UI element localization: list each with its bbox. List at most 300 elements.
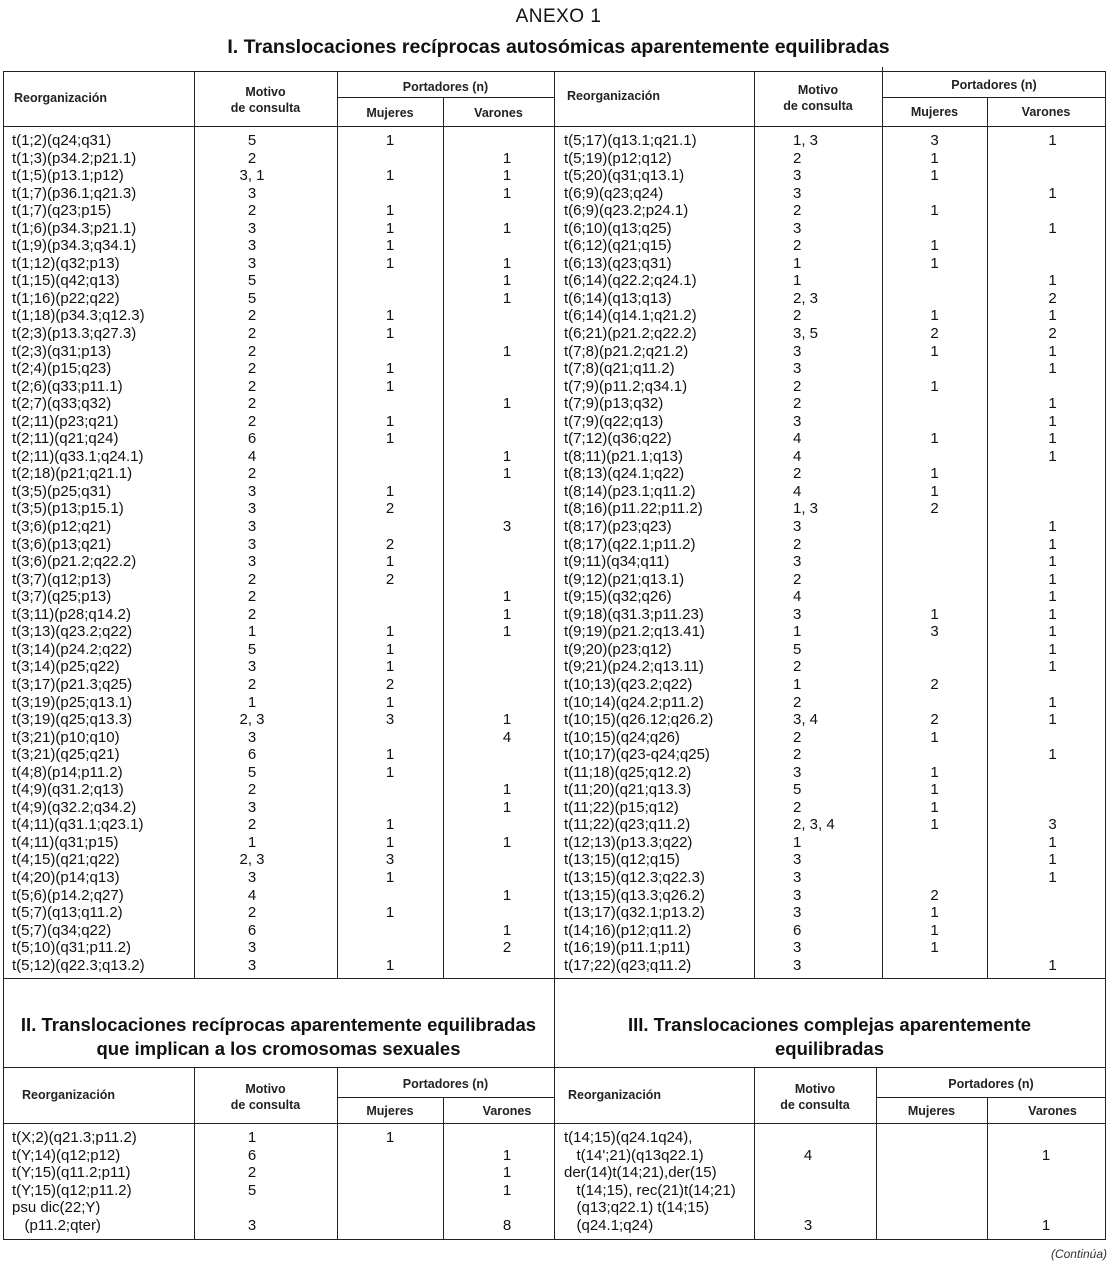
table-cell: 3 [1048,816,1057,834]
table-cell: 1 [385,202,395,220]
section3-varones-column [987,1129,1105,1235]
section3-numeral: III. [627,1014,649,1035]
table-cell: 3 [247,798,257,816]
table-cell [443,694,571,712]
table-cell: 1 [930,763,939,781]
table-cell: t(1;9)(p34.3;q34.1) [12,237,137,255]
table-cell: 1 [930,342,939,360]
section2-numeral: II. [20,1014,37,1035]
table-cell: t(16;19)(p11.1;p11) [564,939,691,957]
table-cell: 2 [247,675,257,693]
table-cell: t(1;16)(p22;q22) [12,289,120,307]
table-cell: t(8;13)(q24.1;q22) [564,465,685,483]
table-cell: 1 [793,254,802,272]
table-cell [882,220,987,238]
table-cell: 2 [793,728,802,746]
table-cell: 1 [1048,588,1057,606]
table-cell: t(6;21)(p21.2;q22.2) [564,325,697,343]
table-cell [754,1129,862,1147]
header-reorganizacion: Reorganización [568,1088,662,1102]
table-cell: t(1;7)(q23;p15) [12,202,112,220]
header-motivo-line1: Motivo [245,85,286,99]
table-cell: t(14;16)(p12;q11.2) [564,921,692,939]
table-cell: 1 [385,360,395,378]
header-mujeres: Mujeres [907,1104,956,1118]
table-cell: (q24.1;q24) [564,1216,654,1234]
table-cell [337,448,443,466]
table-cell: 6 [247,921,257,939]
table-cell: 2 [793,798,802,816]
table-cell: 1 [930,149,939,167]
table-cell: 1 [930,798,939,816]
table-cell: 1 [502,1164,512,1182]
table-cell: t(11;20)(q21;q13.3) [564,781,692,799]
table-cell: 3 [247,956,257,974]
table-cell: t(9;20)(p23;q12) [564,640,672,658]
table-cell [337,887,443,905]
section3-title-line1-text: Translocaciones complejas aparentemente [653,1014,1032,1035]
table-cell: t(10;15)(q26.12;q26.2) [564,711,714,729]
table-cell: 1 [930,202,939,220]
table-cell [443,764,571,782]
table-cell [443,483,571,501]
section2-title-line1-text: Translocaciones recíprocas aparentemente equilibradas [41,1014,537,1035]
table-cell [876,1147,987,1165]
table-cell: 2 [930,711,939,729]
table-cell: t(2;4)(p15;q23) [12,360,112,378]
table-cell: 1 [1048,395,1057,413]
table-cell: t(1;7)(p36.1;q21.3) [12,184,137,202]
table-cell: 1 [1048,640,1057,658]
table-cell: 2 [385,535,395,553]
table-cell: 1 [1048,219,1057,237]
table-cell: t(6;14)(q14.1;q21.2) [564,307,697,325]
section3-title-line1 [554,1013,1105,1037]
table-cell: 1 [385,430,395,448]
table-cell: t(Y;15)(q11.2;p11) [12,1164,131,1182]
table-cell: t(1;2)(q24;q31) [12,132,112,149]
table-cell [337,465,443,483]
table-cell [754,1182,862,1200]
table-cell: 4 [793,482,802,500]
table-cell: 3 [247,237,257,255]
table-cell: 1 [385,1129,395,1146]
table-cell: 3 [803,1216,813,1234]
table-cell: 1 [1048,360,1057,378]
table-cell [337,395,443,413]
table-cell: 4 [247,886,257,904]
table-cell [987,729,1117,747]
table-cell: 1 [502,1181,512,1199]
table-cell: 2 [1048,325,1057,343]
header-portadores: Portadores (n) [402,1077,489,1091]
table-cell: t(3;21)(q25;q21) [12,746,120,764]
table-cell [443,676,571,694]
table-cell [876,1182,987,1200]
section1-left-varones-column [443,132,571,974]
table-cell [882,290,987,308]
table-cell [443,237,571,255]
table-cell [337,799,443,817]
table-cell: t(8;16)(p11.22;p11.2) [564,500,703,518]
table-cell: t(5;10)(q31;p11.2) [12,939,131,957]
table-cell: 4 [793,447,802,465]
table-cell [194,1199,310,1217]
section1-right-varones-column [987,132,1117,974]
table-cell [443,904,571,922]
table-cell: 3 [793,886,802,904]
table-cell: t(4;20)(p14;q13) [12,868,120,886]
table-cell: 1, 3 [793,500,819,518]
table-cell: (q13;q22.1) t(14;15) [564,1199,710,1217]
table-cell: 2 [793,202,802,220]
table-cell: 1 [1048,412,1057,430]
table-cell: 2 [247,816,257,834]
table-cell: 2 [247,570,257,588]
table-cell: 1 [1048,623,1057,641]
table-cell: t(14;15), rec(21)t(14;21) [564,1181,736,1199]
table-cell: 1 [930,781,939,799]
table-cell [337,939,443,957]
table-cell: 1 [502,149,512,167]
section1-left-motivo-column [194,132,310,974]
table-cell [876,1199,987,1217]
header-motivo-line2: de consulta [230,1098,301,1112]
table-cell: t(Y;14)(q12;p12) [12,1146,121,1164]
table-cell [337,185,443,203]
table-cell: 1 [502,219,512,237]
table-cell: t(6;12)(q21;q15) [564,237,672,255]
table-cell: t(3;7)(q25;p13) [12,588,112,606]
table-cell [882,571,987,589]
table-cell: 3 [385,711,395,729]
table-cell [443,202,571,220]
table-cell: der(14)t(14;21),der(15) [564,1164,717,1182]
section1-left-mujeres-column [337,132,443,974]
header-motivo-line1: Motivo [797,83,839,97]
table-cell: 2 [930,500,939,518]
table-cell: 3, 1 [239,167,265,185]
table-cell: 1 [385,956,395,974]
table-cell: 5 [793,640,802,658]
table-cell [337,1199,443,1217]
table-cell: 1 [930,237,939,255]
table-cell [443,641,571,659]
table-cell: 2 [793,237,802,255]
table-cell: 2 [930,675,939,693]
table-cell: 1 [1048,518,1057,536]
table-cell: 1 [1048,746,1057,764]
header-varones: Varones [1021,105,1071,119]
table-cell: 3 [793,868,802,886]
table-cell: t(8;17)(q22.1;p11.2) [564,535,696,553]
table-cell: 1 [1048,307,1057,325]
table-cell: t(3;21)(p10;q10) [12,728,120,746]
header-varones: Varones [474,106,523,120]
table-cell [443,816,571,834]
table-cell: 3 [793,167,802,185]
table-cell: t(4;9)(q31.2;q13) [12,781,124,799]
section3-reorganizacion-column [564,1129,752,1235]
table-cell: t(7;9)(p13;q32) [564,395,664,413]
table-cell: t(12;13)(p13.3;q22) [564,833,693,851]
table-cell: t(1;5)(p13.1;p12) [12,167,124,185]
table-cell: t(7;9)(q22;q13) [564,412,664,430]
table-cell: t(10;13)(q23.2;q22) [564,675,693,693]
table-cell: 6 [247,746,257,764]
table-cell: 1 [502,167,512,185]
header-mujeres: Mujeres [366,1104,414,1118]
header-portadores: Portadores (n) [951,78,1037,92]
table-cell: 1 [930,482,939,500]
table-cell: t(5;17)(q13.1;q21.1) [564,132,697,149]
table-cell: 1 [502,588,512,606]
header-portadores: Portadores (n) [402,80,489,94]
header-reorganizacion: Reorganización [567,89,661,103]
table-cell [443,413,571,431]
table-cell [882,834,987,852]
table-cell: 1 [502,711,512,729]
table-cell: t(6;14)(q22.2;q24.1) [564,272,697,290]
table-cell: 1 [502,833,512,851]
table-cell: 1 [385,132,395,149]
table-cell [882,448,987,466]
table-cell: 4 [247,447,257,465]
table-cell: 1 [1048,132,1057,149]
table-cell [443,378,571,396]
table-cell: 3 [793,518,802,536]
table-cell: 2 [930,325,939,343]
table-cell [443,430,571,448]
table-cell: t(13;15)(q12;q15) [564,851,680,869]
table-cell: 2 [793,535,802,553]
table-cell: t(2;3)(p13.3;q27.3) [12,325,137,343]
table-cell: t(X;2)(q21.3;p11.2) [12,1129,137,1146]
section2-title [3,1013,554,1061]
table-cell: 1 [1048,342,1057,360]
table-cell: 1 [793,272,802,290]
table-cell: 1 [1048,605,1057,623]
section2-mujeres-column [337,1129,443,1235]
table-cell: 1 [385,693,395,711]
table-cell: t(4;11)(q31.1;q23.1) [12,816,144,834]
table-cell: 4 [803,1146,813,1164]
table-cell: 1 [502,465,512,483]
section1-left-reorganizacion-column [12,132,192,974]
table-cell: 1 [1048,851,1057,869]
table-cell [443,869,571,887]
table-cell: 4 [793,588,802,606]
table-cell: 1 [502,921,512,939]
table-cell: 3, 4 [793,711,819,729]
table-cell: t(6;13)(q23;q31) [564,254,672,272]
table-cell: t(3;13)(q23.2;q22) [12,623,133,641]
table-cell [443,307,571,325]
table-cell [876,1129,987,1147]
table-cell: 1 [502,184,512,202]
table-cell [337,606,443,624]
table-cell: 2 [247,307,257,325]
table-cell: 3 [793,184,802,202]
table-cell [337,729,443,747]
table-cell: 3 [385,851,395,869]
section1-numeral: I. [227,36,239,58]
table-cell: t(1;3)(p34.2;p21.1) [12,149,137,167]
table-cell: 3 [247,728,257,746]
table-cell: 2 [1048,289,1057,307]
table-cell [882,957,987,975]
table-cell: 2 [247,1164,257,1182]
table-cell: 1 [502,798,512,816]
table-cell: 5 [247,272,257,290]
table-cell: t(Y;15)(q12;p11.2) [12,1181,132,1199]
table-cell [443,851,571,869]
table-cell: t(1;18)(p34.3;q12.3) [12,307,145,325]
table-cell: t(9;18)(q31.3;p11.23) [564,605,704,623]
table-cell: 3 [247,482,257,500]
table-cell: t(3;19)(p25;q13.1) [12,693,133,711]
table-cell: t(3;5)(p25;q31) [12,482,112,500]
table-cell: 2 [793,149,802,167]
table-cell: 2 [793,658,802,676]
table-cell [882,851,987,869]
table-cell [443,746,571,764]
table-cell: 2 [247,202,257,220]
table-cell: 5 [247,289,257,307]
table-cell: 3 [247,939,257,957]
table-cell: t(8;11)(p21.1;q13) [564,447,683,465]
annex-heading: ANEXO 1 [515,6,602,27]
table-cell: 1 [385,816,395,834]
table-cell: 1 [247,693,257,711]
table-cell: t(13;15)(q12.3;q22.3) [564,868,705,886]
table-cell: t(7;12)(q36;q22) [564,430,672,448]
table-cell [337,290,443,308]
section3-title [554,1013,1105,1061]
table-cell: 1 [385,640,395,658]
table-cell [882,658,987,676]
table-cell: t(4;9)(q32.2;q34.2) [12,798,137,816]
table-cell: 6 [793,921,802,939]
table-cell: 1 [502,623,512,641]
table-cell [337,343,443,361]
header-reorganizacion: Reorganización [22,1088,116,1102]
table-cell: t(3;19)(q25;q13.3) [12,711,133,729]
table-cell: 3 [247,518,257,536]
table-cell: t(11;22)(p15;q12) [564,798,679,816]
table-cell: t(9;19)(p21.2;q13.41) [564,623,705,641]
table-cell: 2 [247,149,257,167]
table-cell: 3 [247,184,257,202]
table-cell: t(5;6)(p14.2;q27) [12,886,124,904]
table-cell: 1 [502,605,512,623]
table-cell: 1 [385,868,395,886]
table-cell: t(5;20)(q31;q13.1) [564,167,685,185]
table-cell: 2 [247,605,257,623]
table-cell: 1 [793,623,802,641]
table-cell [337,518,443,536]
table-cell: 2 [793,693,802,711]
table-cell: 3 [247,219,257,237]
table-cell: 1 [385,623,395,641]
table-cell [443,500,571,518]
table-cell [882,694,987,712]
table-cell [337,272,443,290]
table-cell: t(9;15)(q32;q26) [564,588,672,606]
table-cell: t(3;6)(p13;q21) [12,535,112,553]
table-cell [987,483,1117,501]
table-cell [987,1182,1105,1200]
table-cell: 3 [930,132,939,149]
header-varones: Varones [482,1104,532,1118]
table-cell: 1 [1048,430,1057,448]
table-cell: 1 [930,167,939,185]
table-cell: 2 [247,412,257,430]
table-cell: t(3;5)(p13;p15.1) [12,500,124,518]
table-cell: 1, 3 [793,132,819,149]
section1-title-text: Translocaciones recíprocas autosómicas aparentemente equilibradas [243,36,890,58]
table-cell: 2 [502,939,512,957]
table-cell: 2 [247,395,257,413]
section1-right-motivo-column [793,132,881,974]
table-cell: t(7;8)(q21;q11.2) [564,360,675,378]
table-cell: 1 [502,254,512,272]
table-cell: 5 [247,1181,257,1199]
table-cell [987,676,1117,694]
table-cell: t(7;8)(p21.2;q21.2) [564,342,689,360]
table-cell: 1 [1048,570,1057,588]
table-cell: 1 [930,465,939,483]
table-cell: 1 [247,833,257,851]
table-cell: 1 [385,904,395,922]
table-cell [443,1199,571,1217]
table-cell: 5 [247,640,257,658]
table-cell [443,536,571,554]
table-cell [876,1217,987,1235]
table-cell: 1 [930,816,939,834]
table-cell: t(2;11)(q33.1;q24.1) [12,447,144,465]
table-cell [987,500,1117,518]
table-cell: 1 [502,289,512,307]
table-cell: 1 [793,833,802,851]
table-cell: t(4;11)(q31;p15) [12,833,119,851]
section1-right-mujeres-column [882,132,987,974]
table-cell: 3 [793,553,802,571]
table-cell: t(11;22)(q23;q11.2) [564,816,691,834]
table-cell [882,518,987,536]
table-cell: 1 [930,307,939,325]
header-varones: Varones [1028,1104,1077,1118]
table-cell: t(3;6)(p12;q21) [12,518,112,536]
table-cell [337,1147,443,1165]
table-cell: t(13;15)(q13.3;q26.2) [564,886,705,904]
table-cell: 2, 3 [793,289,819,307]
header-mujeres: Mujeres [910,105,959,119]
table-cell: t(5;7)(q34;q22) [12,921,112,939]
table-cell: 1 [1041,1146,1051,1164]
section2-reorganizacion-column [12,1129,192,1235]
continued-note: (Continúa) [1050,1247,1107,1261]
table-cell [337,781,443,799]
section2-title-line2: que implican a los cromosomas sexuales [96,1038,461,1059]
table-cell [987,255,1117,273]
table-cell [337,922,443,940]
table-cell: t(2;11)(q21;q24) [12,430,119,448]
table-cell [443,658,571,676]
table-cell [987,799,1117,817]
table-cell [882,553,987,571]
table-cell: t(3;14)(p25;q22) [12,658,120,676]
